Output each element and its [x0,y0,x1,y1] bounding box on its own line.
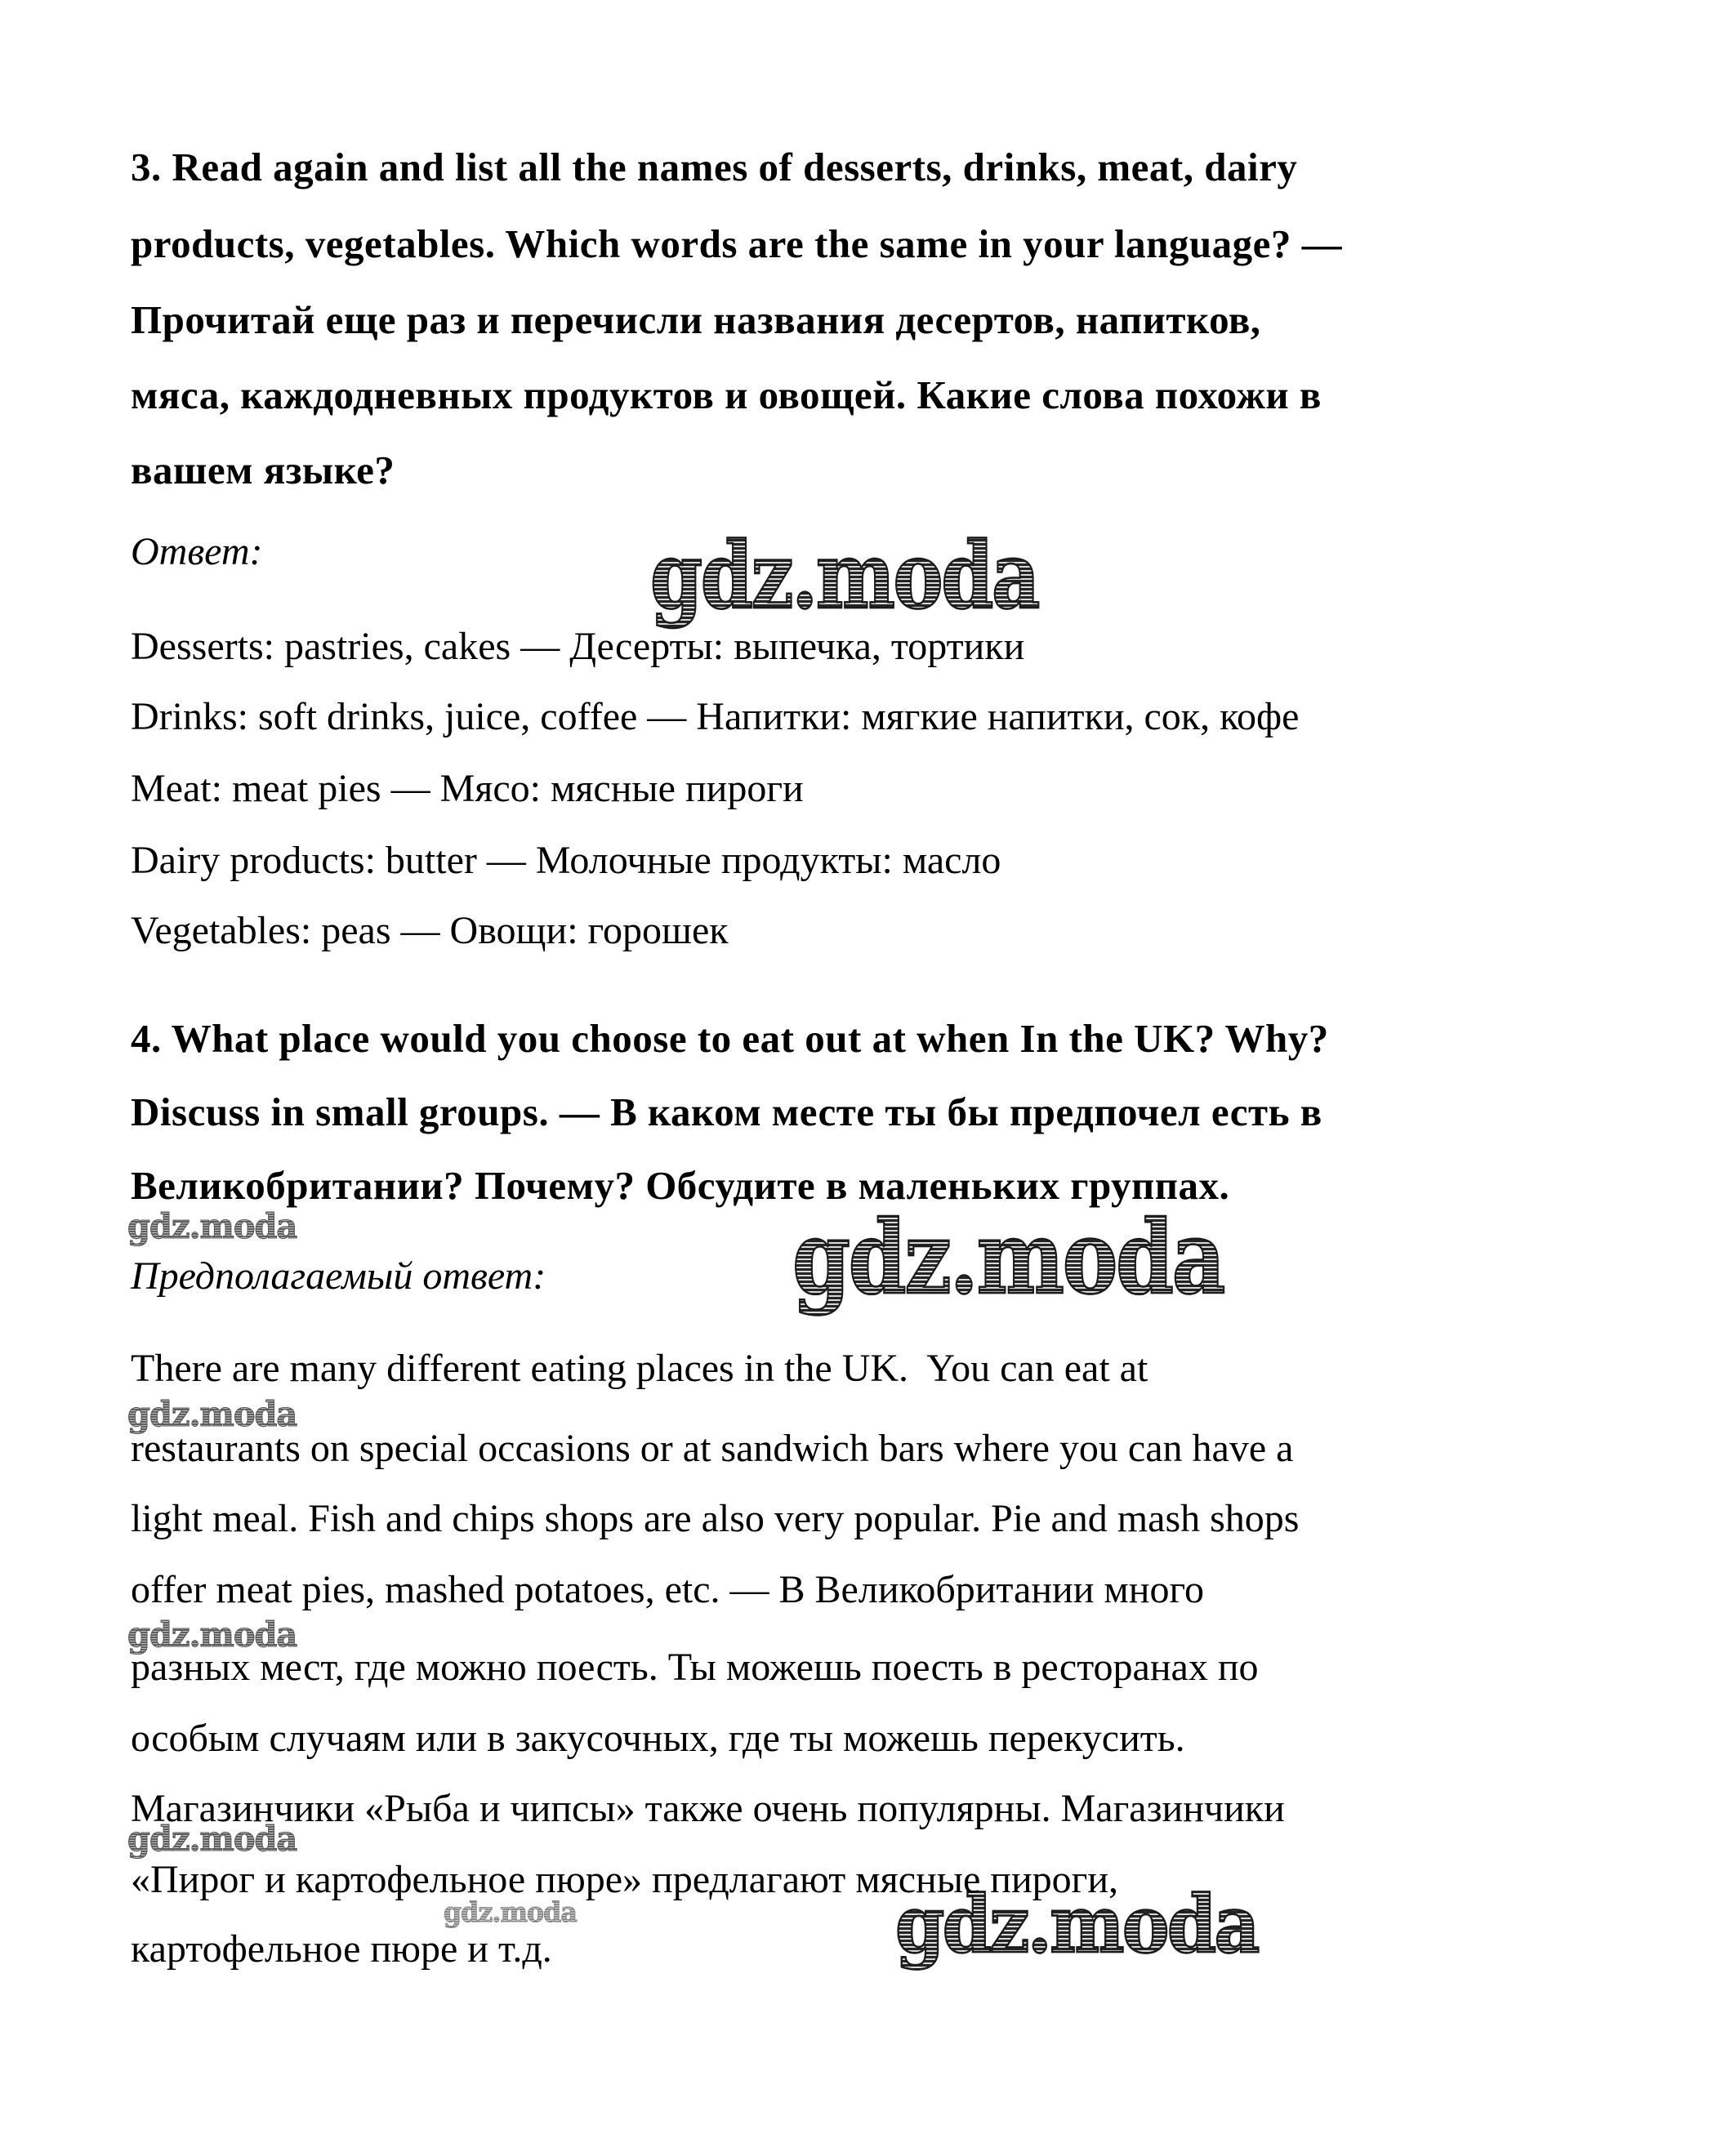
exercise4-answer-label: Предполагаемый ответ: [131,1254,546,1298]
exercise4-answer-line-3: light meal. Fish and chips shops are also very popular. Pie and mash shops [131,1497,1300,1540]
gdz-moda-watermark-large: gdz.moda [650,523,1039,630]
exercise3-heading-line-2: products, vegetables. Which words are the same in your language? — [131,221,1343,266]
gdz-moda-watermark-large: gdz.moda [792,1199,1224,1317]
exercise4-heading-line-2: Discuss in small groups. — В каком месте ты бы предпочел есть в [131,1089,1322,1134]
exercise4-answer-line-6: особым случаям или в закусочных, где ты можешь перекусить. [131,1717,1185,1760]
gdz-moda-watermark-small: gdz.moda [127,1819,297,1859]
exercise3-heading-line-5: вашем языке? [131,448,395,492]
exercise4-heading-line-3: Великобритании? Почему? Обсудите в маленьких группах. [131,1163,1230,1208]
gdz-moda-watermark-tiny: gdz.moda [444,1896,577,1929]
exercise4-answer-line-2: restaurants on special occasions or at sandwich bars where you can have a [131,1427,1294,1470]
exercise4-answer-line-4: offer meat pies, mashed potatoes, etc. — В Великобритании много [131,1568,1204,1611]
exercise4-answer-line-9: картофельное пюре и т.д. [131,1927,552,1971]
exercise4-answer-line-5: разных мест, где можно поесть. Ты можешь поесть в ресторанах по [131,1646,1259,1689]
exercise4-answer-line-1: There are many different eating places in the UK. You can eat at [131,1347,1148,1390]
exercise3-answer-line-meat: Meat: meat pies — Мясо: мясные пироги [131,767,804,810]
gdz-moda-watermark-small: gdz.moda [127,1206,297,1246]
exercise3-answer-line-drinks: Drinks: soft drinks, juice, coffee — Напитки: мягкие напитки, сок, кофе [131,695,1300,738]
gdz-moda-watermark-large: gdz.moda [895,1878,1258,1971]
exercise4-heading-line-1: 4. What place would you choose to eat out at when In the UK? Why? [131,1016,1329,1061]
gdz-moda-watermark-small: gdz.moda [127,1394,297,1434]
exercise3-heading-line-1: 3. Read again and list all the names of desserts, drinks, meat, dairy [131,145,1298,189]
exercise3-heading-line-3: Прочитай еще раз и перечисли названия десертов, напитков, [131,297,1261,342]
exercise3-answer-line-desserts: Desserts: pastries, cakes — Десерты: выпечка, тортики [131,625,1025,668]
gdz-moda-watermark-small: gdz.moda [127,1615,297,1655]
exercise3-answer-label: Ответ: [131,530,263,573]
exercise4-answer-line-8: «Пирог и картофельное пюре» предлагают мясные пироги, [131,1858,1118,1901]
exercise3-answer-line-dairy: Dairy products: butter — Молочные продукты: масло [131,839,1001,882]
exercise4-answer-line-7: Магазинчики «Рыба и чипсы» также очень популярны. Магазинчики [131,1787,1285,1830]
exercise3-answer-line-vegetables: Vegetables: peas — Овощи: горошек [131,909,729,952]
exercise3-heading-line-4: мяса, каждодневных продуктов и овощей. Какие слова похожи в [131,372,1322,417]
